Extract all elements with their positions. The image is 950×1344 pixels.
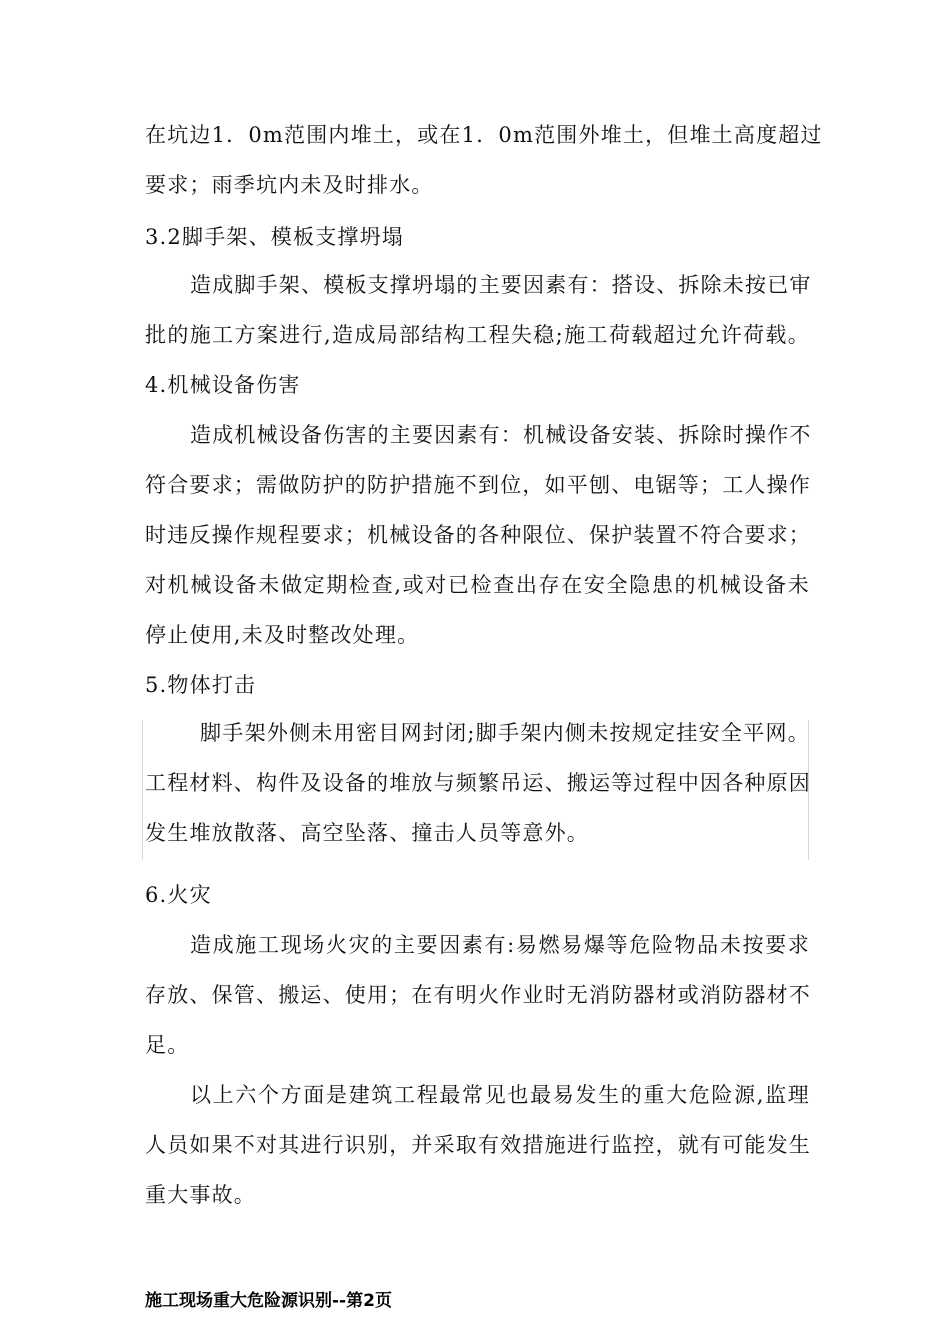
paragraph-line: 足。: [145, 1033, 190, 1057]
paragraph-line: 在坑边1．0m范围内堆土，或在1．0m范围外堆土，但堆土高度超过: [145, 123, 823, 147]
paragraph-line: 工程材料、构件及设备的堆放与频繁吊运、搬运等过程中因各种原因: [145, 771, 811, 795]
paragraph-line: 时违反操作规程要求；机械设备的各种限位、保护装置不符合要求；: [145, 523, 811, 547]
section-heading: 4.机械设备伤害: [145, 373, 301, 397]
section-heading: 5.物体打击: [145, 673, 257, 697]
page-footer: 施工现场重大危险源识别--第2页: [145, 1291, 392, 1311]
paragraph-line: 停止使用,未及时整改处理。: [145, 623, 420, 647]
paragraph-line: 要求；雨季坑内未及时排水。: [145, 173, 434, 197]
paragraph-line: 重大事故。: [145, 1183, 256, 1207]
paragraph-line: 发生堆放散落、高空坠落、撞击人员等意外。: [145, 821, 589, 845]
paragraph-line: 批的施工方案进行,造成局部结构工程失稳;施工荷载超过允许荷载。: [145, 323, 810, 347]
paragraph-line: 造成脚手架、模板支撑坍塌的主要因素有：搭设、拆除未按已审: [190, 273, 812, 297]
section-heading: 3.2脚手架、模板支撑坍塌: [145, 225, 404, 249]
paragraph-line: 脚手架外侧未用密目网封闭;脚手架内侧未按规定挂安全平网。: [200, 721, 810, 745]
text-box-left-border: [142, 720, 143, 860]
paragraph-line: 符合要求；需做防护的防护措施不到位，如平刨、电锯等；工人操作: [145, 473, 811, 497]
paragraph-line: 造成机械设备伤害的主要因素有：机械设备安装、拆除时操作不: [190, 423, 812, 447]
paragraph-line: 造成施工现场火灾的主要因素有:易燃易爆等危险物品未按要求: [190, 933, 810, 957]
paragraph-line: 以上六个方面是建筑工程最常见也最易发生的重大危险源,监理: [190, 1083, 810, 1107]
paragraph-line: 人员如果不对其进行识别，并采取有效措施进行监控，就有可能发生: [145, 1133, 811, 1157]
paragraph-line: 对机械设备未做定期检查,或对已检查出存在安全隐患的机械设备未: [145, 573, 810, 597]
section-heading: 6.火灾: [145, 883, 212, 907]
paragraph-line: 存放、保管、搬运、使用；在有明火作业时无消防器材或消防器材不: [145, 983, 811, 1007]
